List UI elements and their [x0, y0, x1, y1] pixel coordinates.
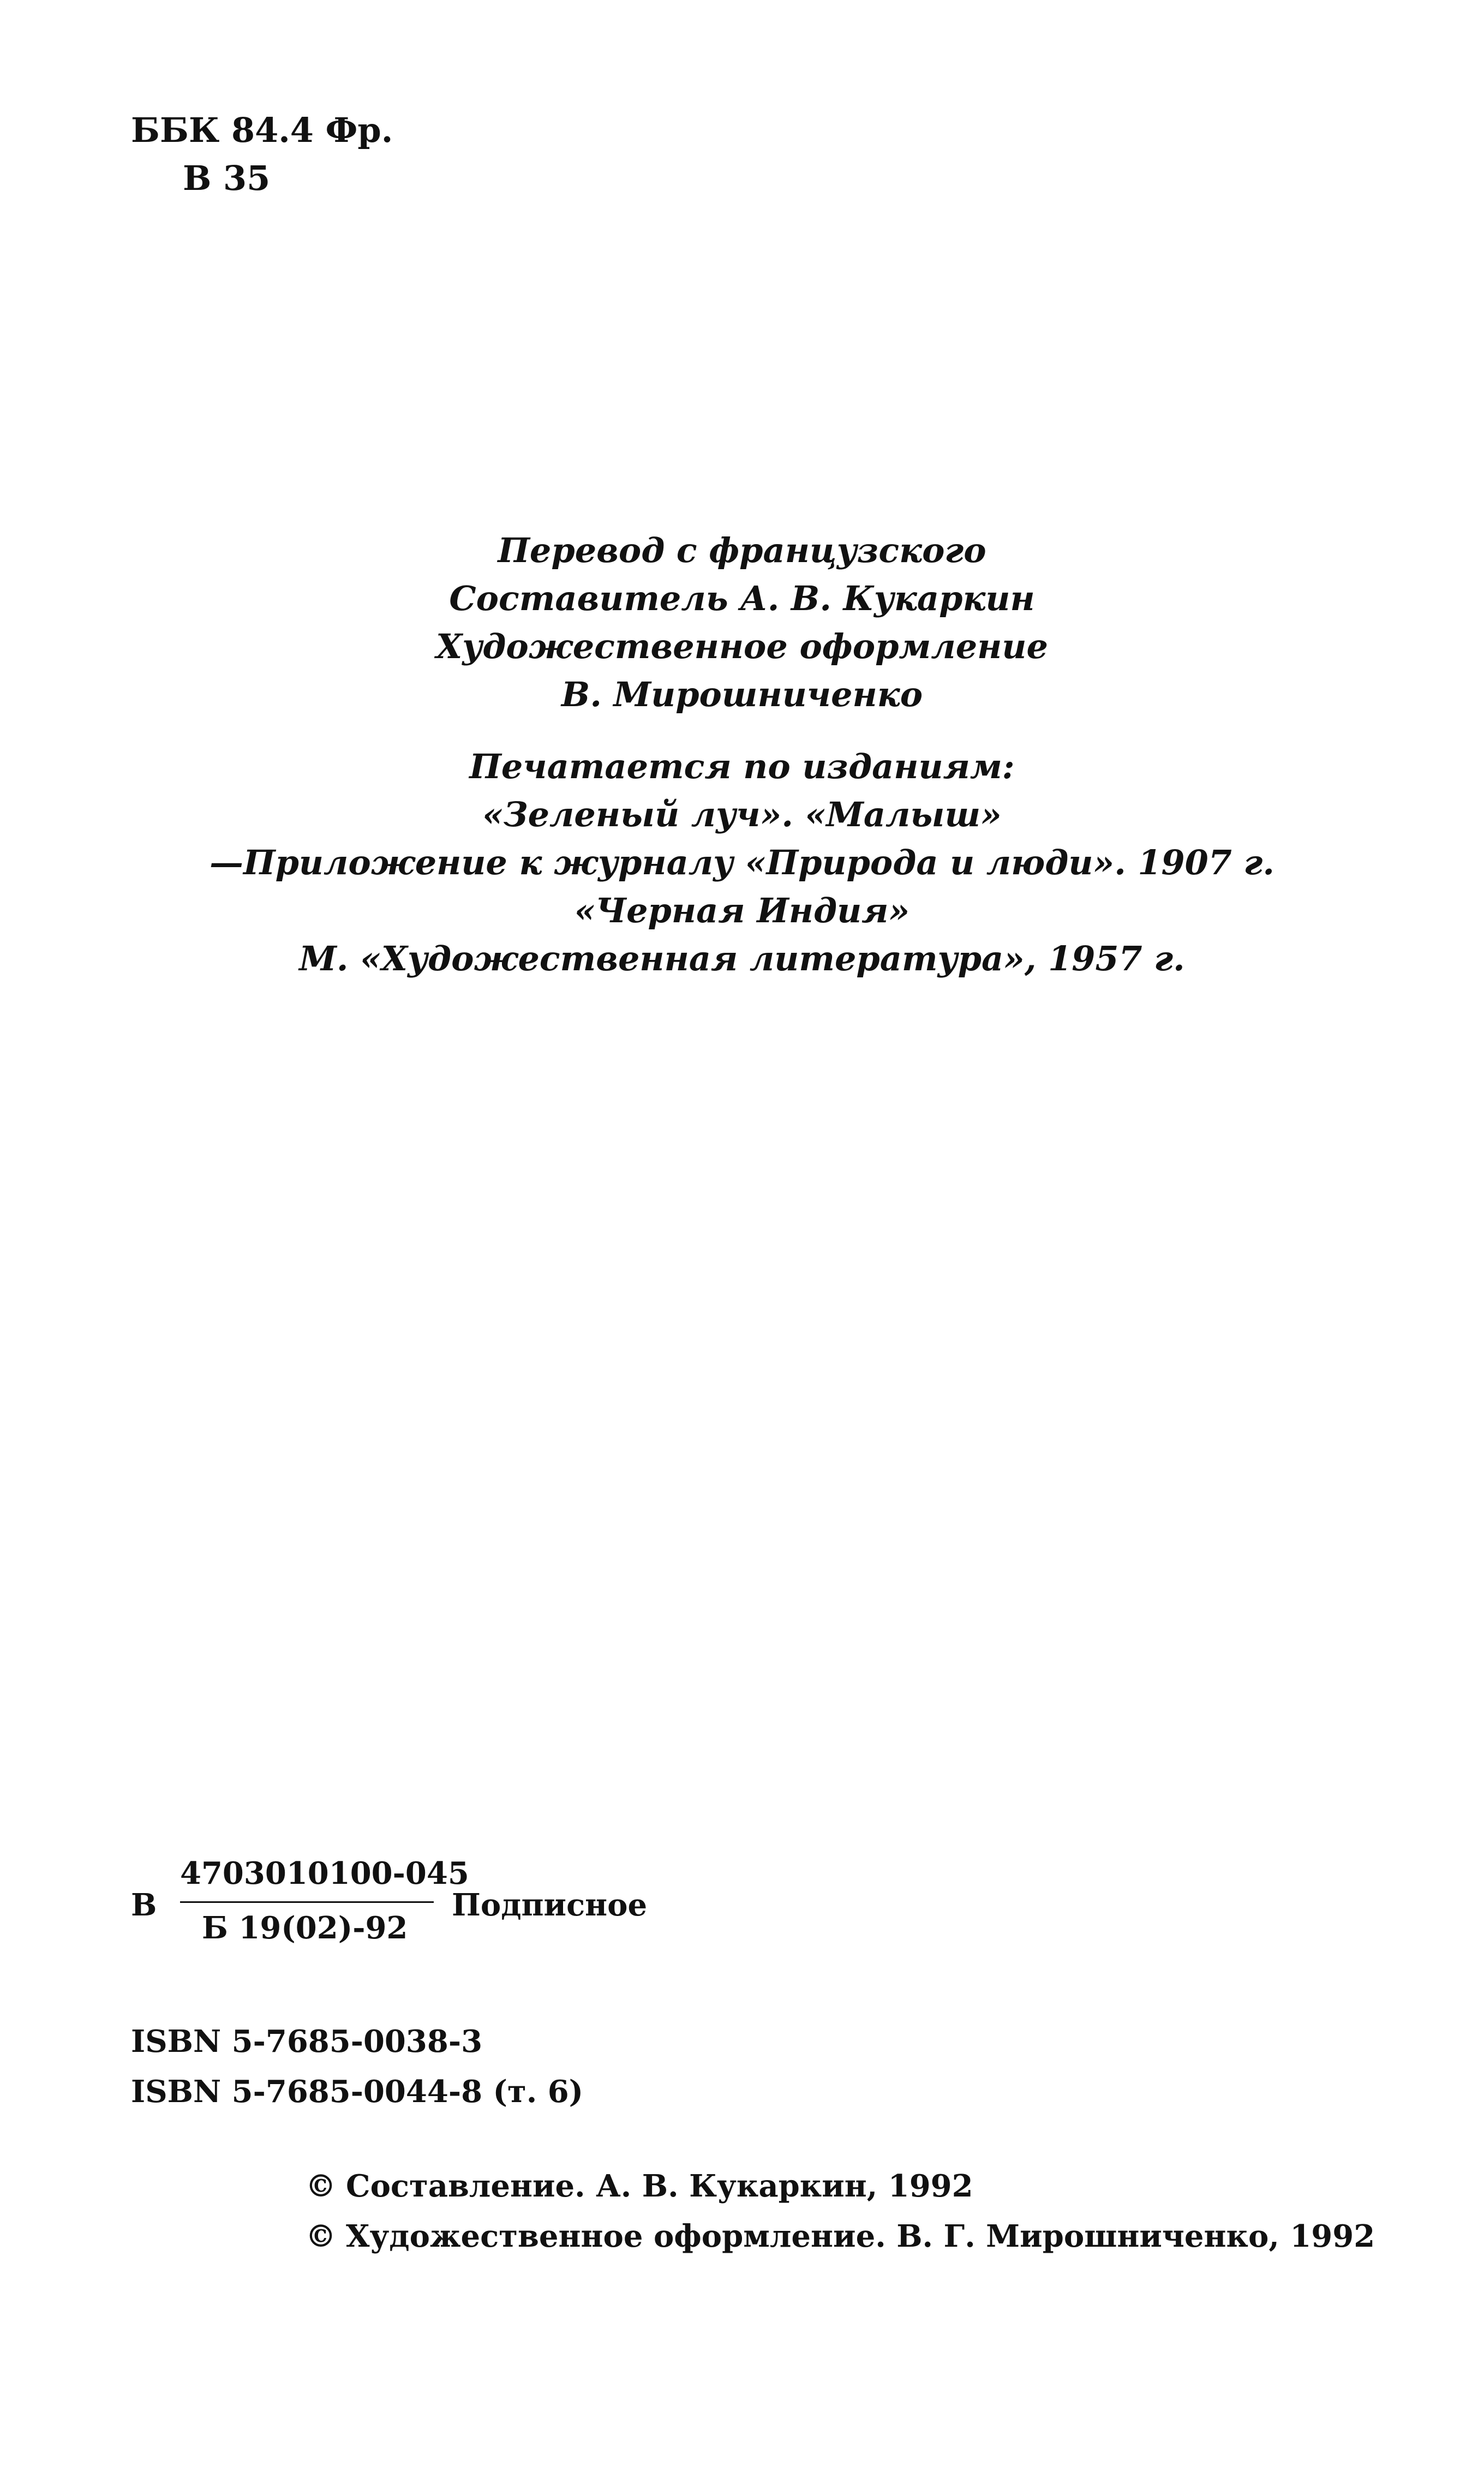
bbk-code: ББК 84.4 Фр.	[131, 110, 393, 150]
copyright-line	[306, 2161, 1375, 2211]
copyright-text: Составление. А. В. Кукаркин, 1992	[346, 2168, 973, 2204]
sources-intro: Печатается по изданиям:	[469, 747, 1015, 786]
author-mark: В 35	[183, 158, 271, 198]
copyright-line	[306, 2211, 1375, 2261]
subscription-note: Подписное	[452, 1887, 648, 1923]
sources-publisher: М. «Художественная литература», 1957 г.	[299, 939, 1185, 978]
copyright-block	[306, 2161, 1375, 2261]
spacer	[0, 719, 1484, 743]
sources-supplement: —Приложение к журналу «Природа и люди». 1907 г.	[210, 843, 1274, 882]
credits-block	[0, 527, 1484, 983]
copyright-symbol: ©	[306, 2168, 336, 2204]
classification-letter: В	[131, 1887, 157, 1923]
bbk-block	[131, 106, 393, 202]
isbn-line: ISBN 5-7685-0044-8 (т. 6)	[131, 2074, 584, 2110]
art-design-label: Художественное оформление	[436, 626, 1048, 666]
fraction-line	[180, 1901, 434, 1903]
artist-credit: В. Мирошниченко	[561, 675, 923, 714]
copyright-text: Художественное оформление. В. Г. Мирошниченко, 1992	[346, 2218, 1375, 2254]
compiler-credit: Составитель А. В. Кукаркин	[449, 578, 1035, 618]
copyright-symbol: ©	[306, 2218, 336, 2254]
sources-titles: «Зеленый луч». «Малыш»	[482, 795, 1002, 834]
translation-note: Перевод с французского	[498, 530, 986, 570]
isbn-block	[131, 2016, 583, 2117]
fraction-denominator: Б 19(02)-92	[202, 1910, 408, 1946]
sources-third-title: «Черная Индия»	[574, 891, 910, 930]
isbn-line: ISBN 5-7685-0038-3	[131, 2024, 483, 2060]
fraction-numerator: 4703010100-045	[180, 1855, 469, 1891]
